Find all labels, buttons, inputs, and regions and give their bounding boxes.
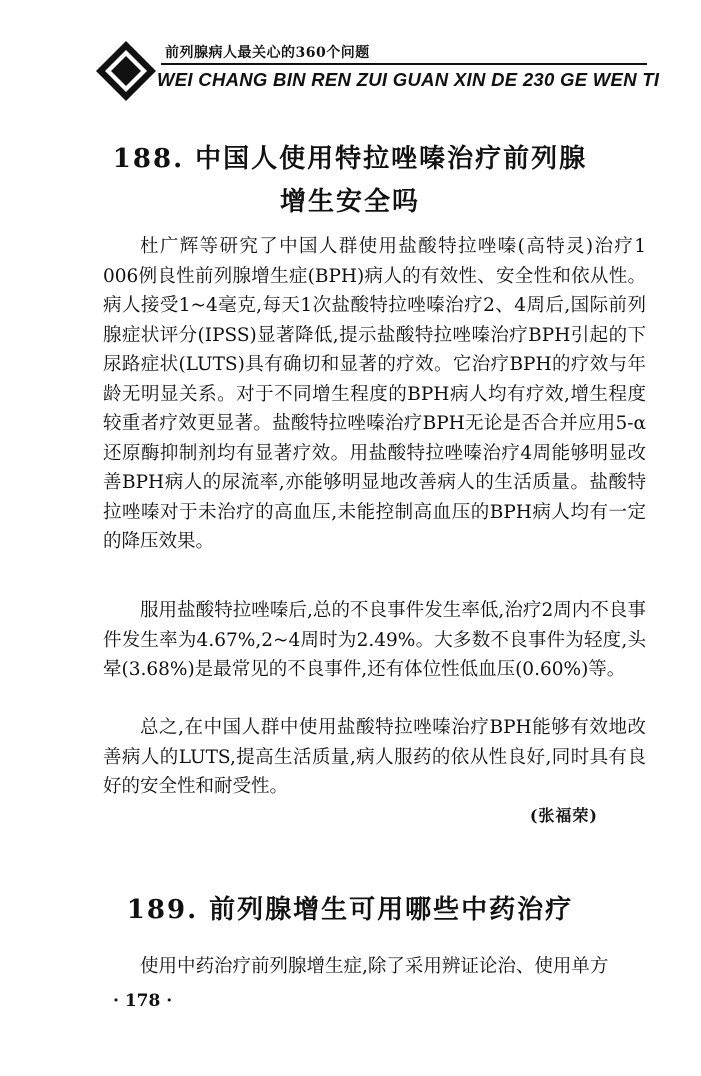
diamond-ornament-icon — [95, 40, 157, 102]
section-188-paragraph-2: 服用盐酸特拉唑嗪后,总的不良事件发生率低,治疗2周内不良事件发生率为4.67%,2~4周时为2.49%。大多数不良事件为轻度,头晕(3.68%)是最常见的不良事件,还有体位性低血压(0.60%)等。 — [103, 600, 646, 680]
running-header — [95, 36, 660, 106]
author-credit: (张福荣) — [529, 806, 598, 825]
page-number: · 178 · — [113, 991, 173, 1011]
section-188-paragraph-1: 杜广辉等研究了中国人群使用盐酸特拉唑嗪(高特灵)治疗1 006例良性前列腺增生症(BPH)病人的有效性、安全性和依从性。病人接受1~4毫克,每天1次盐酸特拉唑嗪治疗2、4周后,国际前列腺症状评分(IPSS)显著降低,提示盐酸特拉唑嗪治疗BPH引起的下尿路症状(LUTS)具有确切和显著的疗效。它治疗BPH的疗效与年龄无明显关系。对于不同增生程度的BPH病人均有疗效,增生程度较重者疗效更显著。盐酸特拉唑嗪治疗BPH无论是否合并应用5-α还原酶抑制剂均有显著疗效。用盐酸特拉唑嗪治疗4周能够明显改善BPH病人的尿流率,亦能够明显地改善病人的生活质量。盐酸特拉唑嗪对于未治疗的高血压,未能控制高血压的BPH病人均有一定的降压效果。 — [103, 236, 646, 552]
header-book-title: 前列腺病人最关心的360个问题 — [165, 45, 370, 61]
header-rule — [161, 63, 647, 65]
section-188-title-line1: 188. 中国人使用特拉唑嗪治疗前列腺 — [112, 144, 588, 174]
header-pinyin: WEI CHANG BIN REN ZUI GUAN XIN DE 230 GE WEN TI — [157, 69, 660, 90]
section-188-title-line2: 增生安全吗 — [279, 187, 420, 217]
section-189-title: 189. 前列腺增生可用哪些中药治疗 — [126, 895, 574, 925]
section-188-paragraph-3: 总之,在中国人群中使用盐酸特拉唑嗪治疗BPH能够有效地改善病人的LUTS,提高生活质量,病人服药的依从性良好,同时具有良好的安全性和耐受性。 — [103, 717, 646, 797]
section-189-paragraph-1: 使用中药治疗前列腺增生症,除了采用辨证论治、使用单方 — [140, 956, 609, 977]
